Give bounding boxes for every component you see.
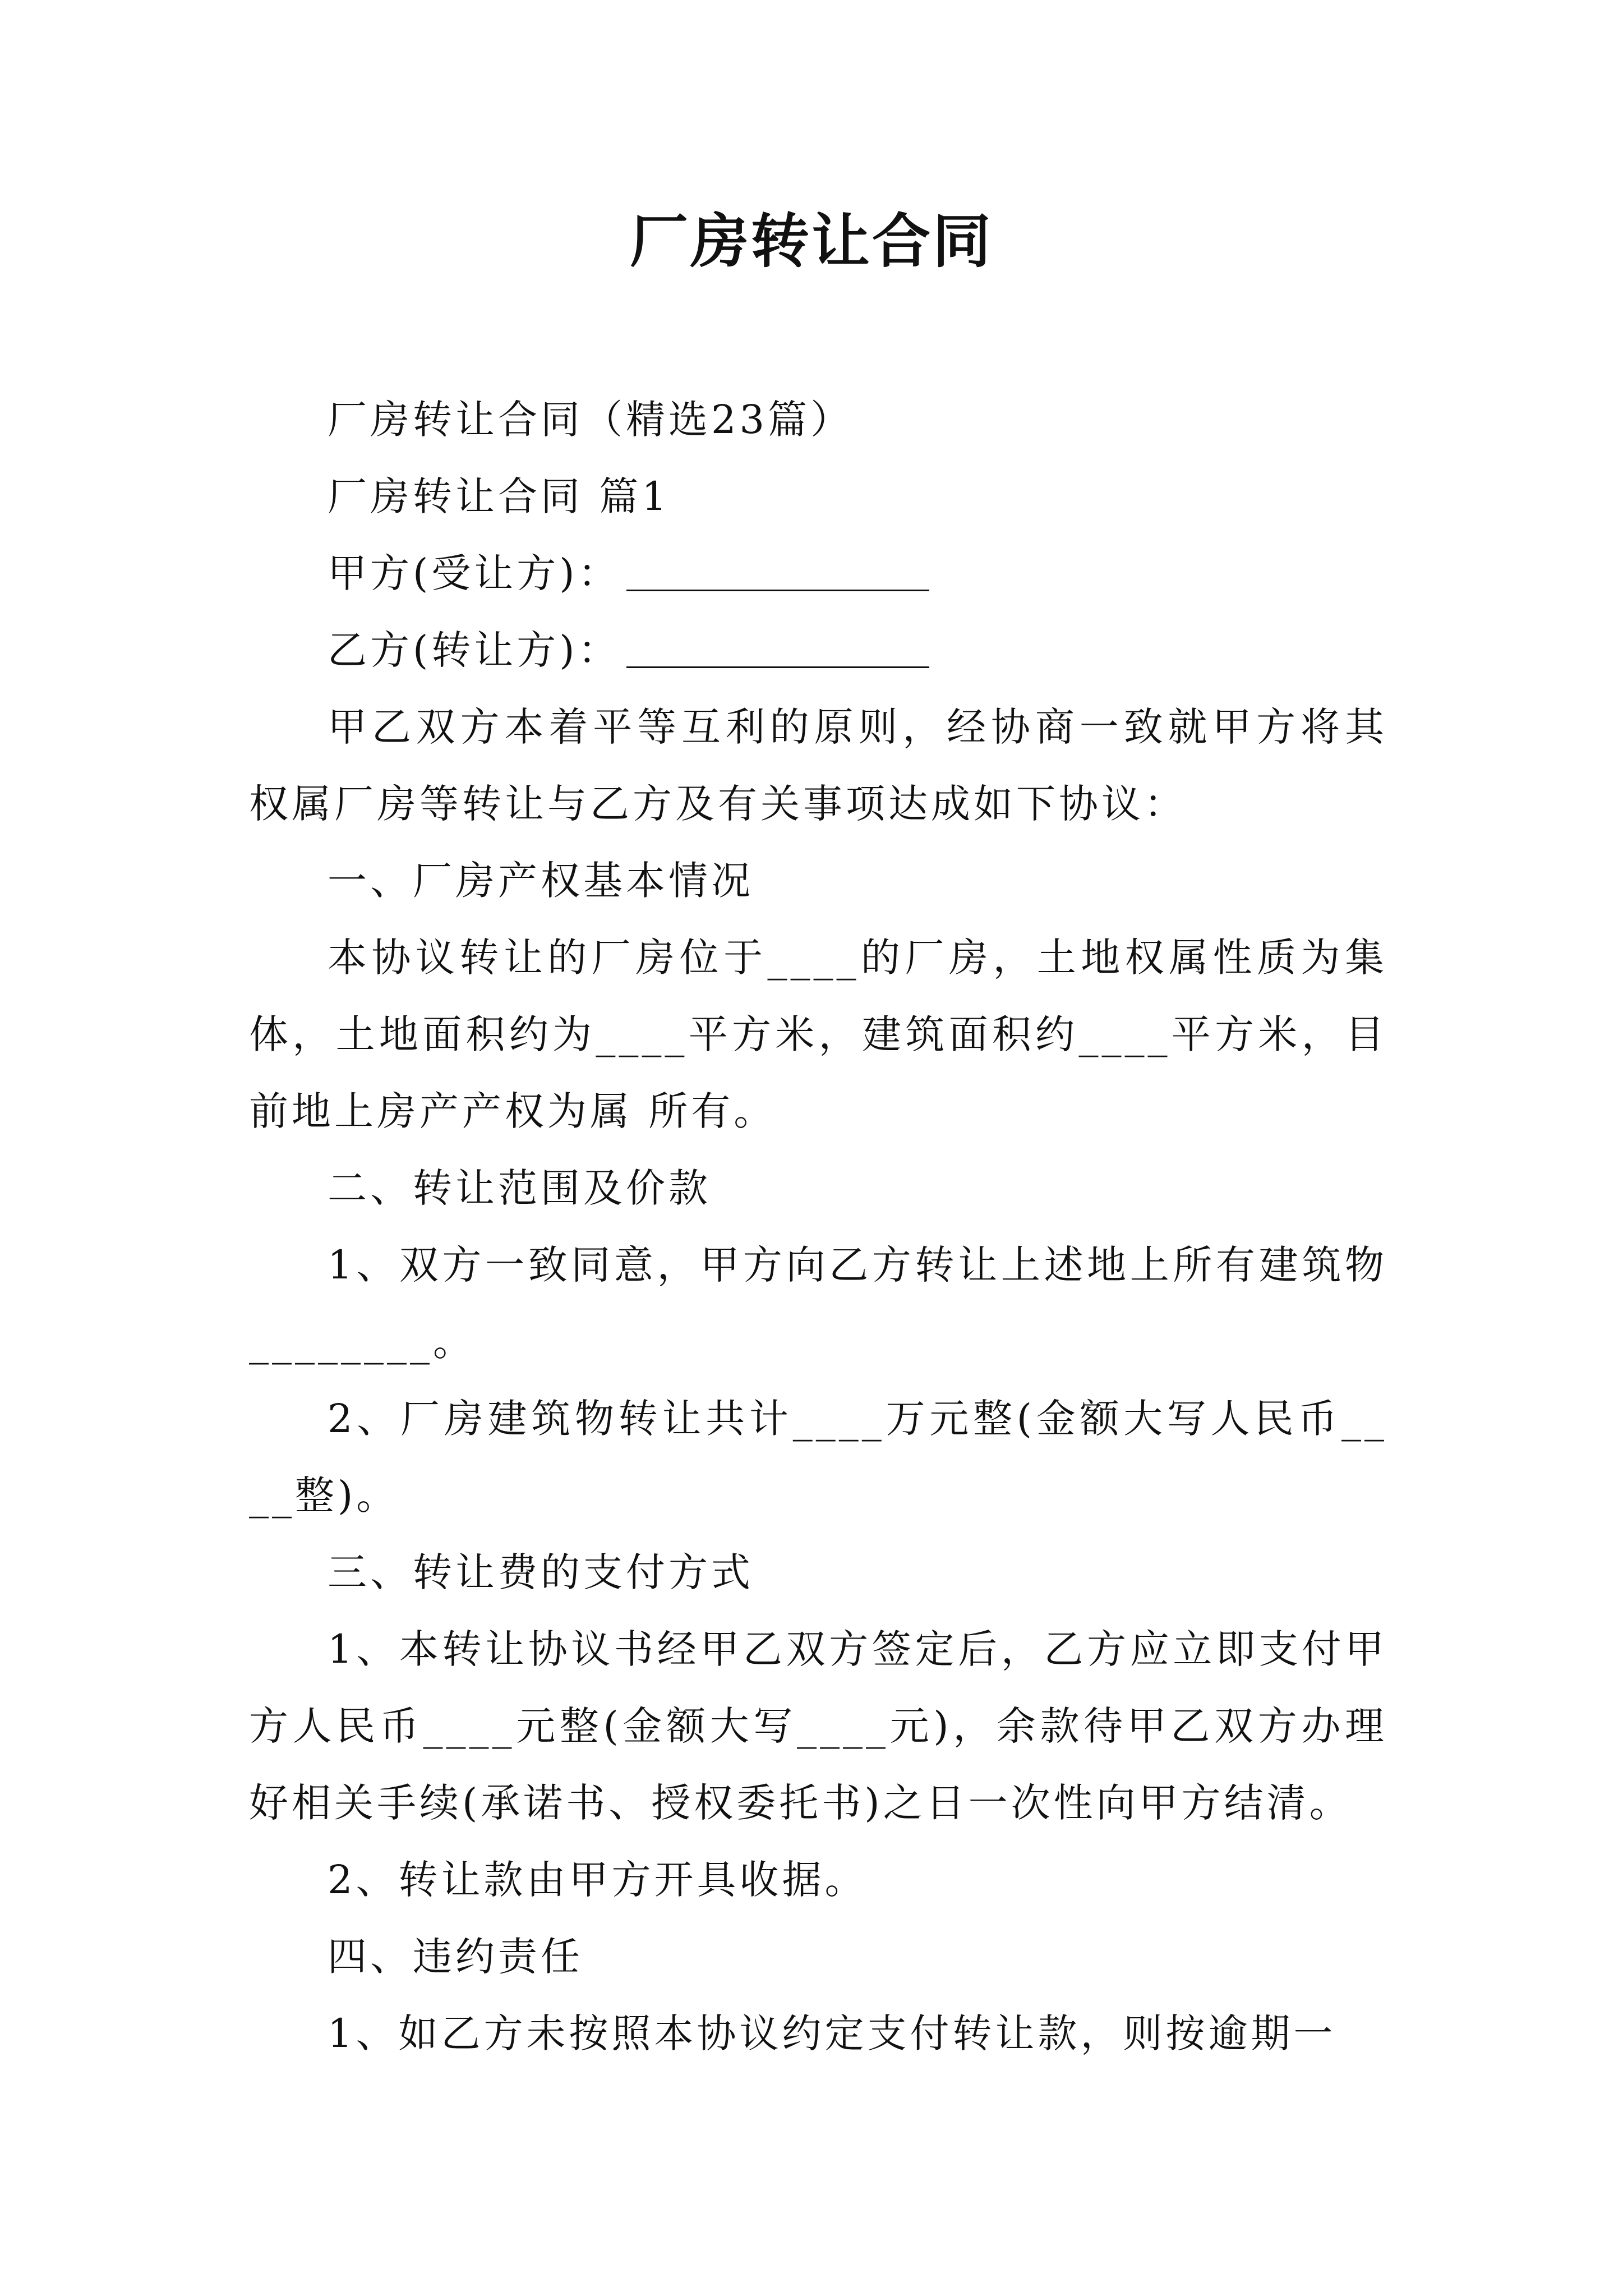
clause-2-item-1: 1、双方一致同意，甲方向乙方转让上述地上所有建筑物________。: [249, 1242, 1387, 1365]
party-a-label: 甲方(受让方)：: [328, 550, 621, 596]
party-a-line: [249, 535, 1387, 612]
clause-heading-4: 四、违约责任: [328, 1934, 583, 1980]
party-b-blank: [626, 627, 929, 668]
document-body: [249, 381, 1387, 2072]
party-b-label: 乙方(转让方)：: [328, 627, 621, 673]
clause-2-item-2: 2、厂房建筑物转让共计____万元整(金额大写人民币____整)。: [249, 1396, 1387, 1519]
clause-heading-2: 二、转让范围及价款: [328, 1165, 711, 1211]
clause-3-item-2: 2、转让款由甲方开具收据。: [328, 1857, 868, 1903]
clause-heading-1: 一、厂房产权基本情况: [328, 858, 754, 904]
section-heading: 厂房转让合同 篇1: [328, 473, 670, 519]
party-b-line: [249, 612, 1387, 689]
clause-1-paragraph: 本协议转让的厂房位于____的厂房，土地权属性质为集体，土地面积约为____平方米，建筑面积约____平方米，目前地上房产产权为属 所有。: [249, 935, 1387, 1134]
clause-heading-3: 三、转让费的支付方式: [328, 1549, 754, 1595]
party-a-blank: [626, 550, 929, 591]
clause-3-item-1: 1、本转让协议书经甲乙双方签定后，乙方应立即支付甲方人民币____元整(金额大写____元)，余款待甲乙双方办理好相关手续(承诺书、授权委托书)之日一次性向甲方结清。: [249, 1626, 1387, 1826]
document-subtitle: 厂房转让合同（精选23篇）: [328, 397, 854, 443]
clause-4-item-1: 1、如乙方未按照本协议约定支付转让款，则按逾期一: [328, 2010, 1336, 2056]
intro-paragraph: 甲乙双方本着平等互利的原则，经协商一致就甲方将其权属厂房等转让与乙方及有关事项达成如下协议：: [249, 704, 1387, 827]
document-title: 厂房转让合同: [629, 206, 993, 275]
